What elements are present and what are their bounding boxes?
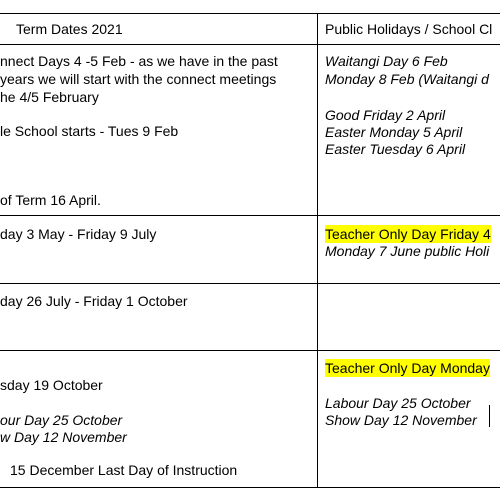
column-divider xyxy=(317,13,318,488)
holiday-easter-monday: Easter Monday 5 April xyxy=(325,124,463,140)
term1-end-of-term: of Term 16 April. xyxy=(0,192,101,208)
text-cursor xyxy=(489,405,490,427)
term4-teacher-only-day: Teacher Only Day Monday xyxy=(325,360,490,376)
holiday-labour-day: Labour Day 25 October xyxy=(325,395,471,411)
term1-school-starts: le School starts - Tues 9 Feb xyxy=(0,123,179,139)
term1-connect-days: nnect Days 4 -5 Feb - as we have in the past xyxy=(0,53,278,69)
header-public-holidays: Public Holidays / School Cl xyxy=(325,21,493,37)
table-border-bottom xyxy=(0,487,500,488)
holiday-june-public-holiday: Monday 7 June public Holi xyxy=(325,243,490,259)
header-term-dates: Term Dates 2021 xyxy=(16,21,123,37)
term1-connect-date: he 4/5 February xyxy=(0,89,99,105)
holiday-show-day: Show Day 12 November xyxy=(325,412,477,428)
term4-show-day: w Day 12 November xyxy=(0,429,127,445)
term1-connect-meetings: years we will start with the connect meetings xyxy=(0,71,277,87)
holiday-waitangi-observed: Monday 8 Feb (Waitangi d xyxy=(325,71,489,87)
term1-row-divider xyxy=(0,215,500,216)
term2-row-divider xyxy=(0,283,500,284)
term2-dates: day 3 May - Friday 9 July xyxy=(0,226,157,242)
term2-teacher-only-day: Teacher Only Day Friday 4 xyxy=(325,226,491,242)
term3-row-divider xyxy=(0,350,500,351)
holiday-easter-tuesday: Easter Tuesday 6 April xyxy=(325,141,466,157)
header-row-divider xyxy=(0,44,500,45)
table-border-top xyxy=(0,13,500,14)
term4-last-day: 15 December Last Day of Instruction xyxy=(10,462,238,478)
term3-dates: day 26 July - Friday 1 October xyxy=(0,293,188,309)
term4-start: sday 19 October xyxy=(0,377,103,393)
term4-labour-day: our Day 25 October xyxy=(0,412,123,428)
holiday-waitangi-day: Waitangi Day 6 Feb xyxy=(325,53,448,69)
holiday-good-friday: Good Friday 2 April xyxy=(325,107,446,123)
